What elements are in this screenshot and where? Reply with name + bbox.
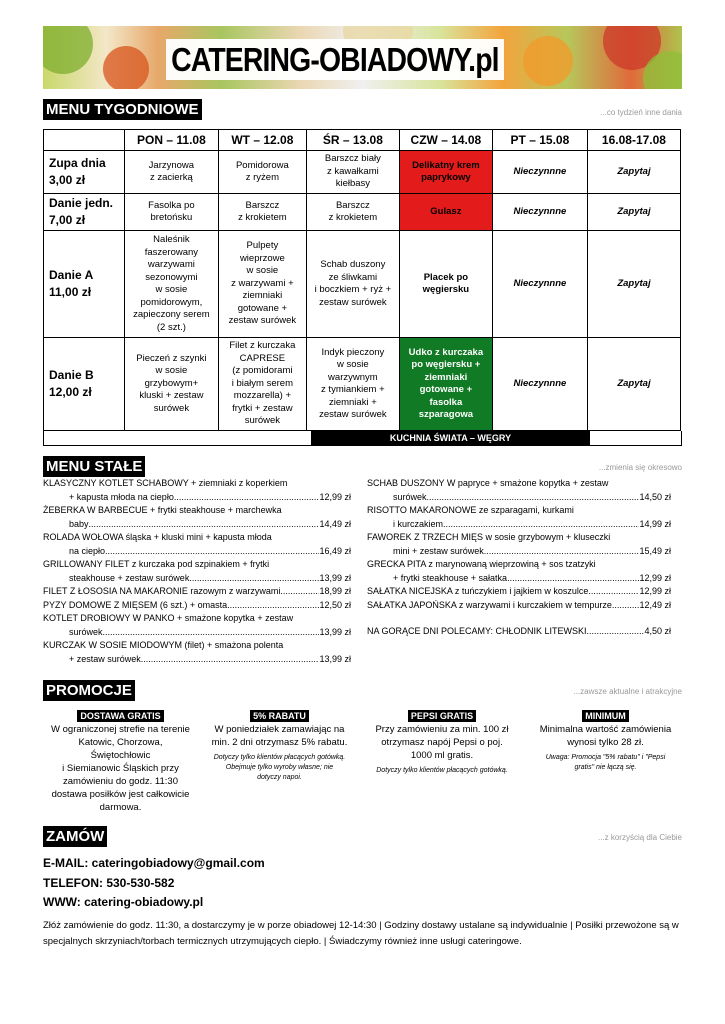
menu-item [43, 477, 351, 504]
menu-item [43, 612, 351, 639]
menu-cell-highlight: Delikatny krem paprykowy [399, 151, 492, 194]
menu-item-name: GRECKA PITA z marynowaną wieprzowiną + sos tzatzyki [367, 559, 596, 569]
dot-leader [280, 585, 319, 599]
row-label-name: Danie jedn. [49, 196, 114, 210]
table-row [44, 194, 681, 231]
menu-item-price: 12,99 zł [319, 491, 351, 502]
dot-leader [105, 545, 319, 559]
table-row [44, 151, 681, 194]
menu-item-text: baby [69, 518, 89, 529]
menu-cell: Pieczeń z szynki w sosie grzybowym+ kluski + zestaw surówek [124, 338, 218, 431]
menu-item-line [367, 545, 671, 559]
table-corner-cell [44, 130, 125, 151]
menu-item-line [367, 518, 671, 532]
menu-item-price: 18,99 zł [319, 586, 351, 596]
menu-item-text: surówek [393, 491, 427, 502]
fixed-menu-left-column [43, 477, 351, 666]
menu-cell: Pomidorowa z ryżem [218, 151, 306, 194]
day-header: ŚR – 13.08 [306, 130, 399, 151]
menu-cell-ask: Zapytaj [587, 231, 680, 338]
day-header: WT – 12.08 [218, 130, 306, 151]
menu-item [367, 599, 671, 613]
menu-item-name: KURCZAK W SOSIE MIODOWYM (filet) + smażona polenta [43, 640, 284, 650]
menu-item-price: 14,50 zł [639, 491, 671, 502]
menu-item-text: surówek [69, 626, 103, 637]
dot-leader [89, 518, 320, 532]
menu-item-price: 12,99 zł [639, 572, 671, 583]
menu-item-price: 14,49 zł [319, 518, 351, 529]
menu-item [43, 639, 351, 666]
fixed-menu-note: ...zmienia się okresowo [598, 463, 682, 472]
promo-text: W poniedziałek zamawiając na min. 2 dni otrzymasz 5% rabatu. [211, 724, 348, 748]
menu-item-text: SAŁATKA NICEJSKA z tuńczykiem i jajkiem w koszulce [367, 586, 589, 596]
orange-slice-image [523, 36, 573, 86]
menu-item-line [43, 585, 351, 599]
menu-item-name: FAWOREK Z TRZECH MIĘS w sosie grzybowym + kluseczki [367, 532, 611, 542]
menu-cell: Jarzynowa z zacierką [124, 151, 218, 194]
menu-item [43, 531, 351, 558]
order-info-text: Złóż zamówienie do godz. 11:30, a dostarczymy je w porze obiadowej 12-14:30 | Godziny dostawy ustalane są indywidualnie | Posiłki przewożone są w specjalnych skrzyniach/torbach termicznych utrzymujących ciepło. | Świadczymy również inne usługi cateringowe. [43, 920, 679, 947]
promotions-note: ...zawsze aktualne i atrakcyjne [573, 687, 682, 696]
menu-item-line [43, 545, 351, 559]
menu-item-name: SCHAB DUSZONY W papryce + smażone kopytka + zestaw [367, 478, 609, 488]
row-label [44, 338, 125, 431]
menu-cell: Schab duszony ze śliwkami i boczkiem + ryż + zestaw surówek [306, 231, 399, 338]
menu-item-text: steakhouse + zestaw surówek [69, 572, 190, 583]
menu-item-price: 13,99 zł [319, 653, 351, 664]
menu-item [367, 558, 671, 585]
menu-item-line [367, 491, 671, 505]
row-label-price: 3,00 zł [49, 173, 86, 187]
cuisine-of-the-week-bar: KUCHNIA ŚWIATA – WĘGRY [311, 431, 590, 446]
fixed-menu-right-column [367, 477, 671, 639]
promo-note: Dotyczy tylko klientów płacących gotówką. Obejmuje tylko wyroby własne; nie dotyczy napoi. [213, 754, 346, 781]
menu-item-line [367, 625, 671, 639]
dot-leader [612, 599, 640, 613]
menu-cell: Barszcz biały z kawałkami kiełbasy [306, 151, 399, 194]
menu-cell-closed: Nieczynnne [492, 151, 587, 194]
dot-leader [443, 518, 639, 532]
menu-item-line [43, 518, 351, 532]
promo-text: W ograniczonej strefie na terenie Katowic, Chorzowa, Świętochłowic i Siemianowic Śląskich przy zamówieniu do godz. 11:30 dostawa posiłków jest całkowicie darmowa. [51, 724, 190, 813]
menu-item-line [367, 599, 671, 613]
promo-title: MINIMUM [582, 710, 629, 722]
menu-cell-closed: Nieczynnne [492, 194, 587, 231]
promo-pepsi [362, 710, 522, 776]
menu-item-name: KLASYCZNY KOTLET SCHABOWY + ziemniaki z koperkiem [43, 478, 288, 488]
row-label-price: 12,00 zł [49, 385, 92, 399]
menu-item [43, 585, 351, 599]
menu-item-price: 12,50 zł [319, 599, 351, 610]
menu-cell-highlight: Gulasz [399, 194, 492, 231]
order-note: ...z korzyścią dla Ciebie [597, 833, 682, 842]
dot-leader [103, 626, 320, 640]
menu-item-price: 14,99 zł [639, 518, 671, 529]
row-label [44, 194, 125, 231]
menu-item [367, 477, 671, 504]
menu-item-price: 13,99 zł [319, 572, 351, 583]
promo-text: Minimalna wartość zamówienia wynosi tylko 28 zł. [539, 724, 672, 748]
dot-leader [484, 545, 640, 559]
menu-cell-ask: Zapytaj [587, 194, 680, 231]
menu-item [367, 625, 671, 639]
promo-title: DOSTAWA GRATIS [77, 710, 163, 722]
promotions-heading: PROMOCJE [43, 680, 135, 701]
dot-leader [507, 572, 639, 586]
menu-item-name: ŻEBERKA W BARBECUE + frytki steakhouse + marchewka [43, 505, 282, 515]
menu-item-line [367, 572, 671, 586]
menu-cell: Barszcz z krokietem [306, 194, 399, 231]
menu-item-text: SAŁATKA JAPOŃSKA z warzywami i kurczakiem w tempurze [367, 599, 612, 610]
menu-item-name: ROLADA WOŁOWA śląska + kluski mini + kapusta młoda [43, 532, 272, 542]
menu-item-price: 16,49 zł [319, 545, 351, 556]
promo-discount [202, 710, 357, 783]
orange-image [103, 46, 149, 89]
menu-item [43, 504, 351, 531]
menu-item-line [367, 585, 671, 599]
menu-cell: Naleśnik faszerowany warzywami sezonowymi w sosie pomidorowym, zapieczony serem (2 szt.) [124, 231, 218, 338]
dot-leader [587, 625, 645, 639]
menu-item-price: 13,99 zł [319, 626, 351, 637]
menu-cell: Placek po węgiersku [399, 231, 492, 338]
header-banner [43, 26, 682, 89]
row-label [44, 231, 125, 338]
day-header: PON – 11.08 [124, 130, 218, 151]
menu-cell: Indyk pieczony w sosie warzywnym z tymiankiem + ziemniaki + zestaw surówek [306, 338, 399, 431]
menu-item [367, 504, 671, 531]
menu-item-price: 12,99 zł [639, 586, 671, 596]
fixed-menu-heading: MENU STAŁE [43, 456, 145, 477]
menu-item [43, 599, 351, 613]
day-header: 16.08-17.08 [587, 130, 680, 151]
promo-note: Uwaga: Promocja "5% rabatu" i "Pepsi gratis" nie łączą się. [545, 754, 666, 771]
table-row [44, 338, 681, 431]
menu-item-name: KOTLET DROBIOWY W PANKO + smażone kopytka + zestaw [43, 613, 294, 623]
menu-cell: Filet z kurczaka CAPRESE (z pomidorami i białym serem mozzarella) + frytki + zestaw surówek [218, 338, 306, 431]
menu-cell: Fasolka po bretońsku [124, 194, 218, 231]
menu-item-price: 15,49 zł [639, 545, 671, 556]
row-label-name: Zupa dnia [49, 156, 106, 170]
menu-item-text: + kapusta młoda na ciepło [69, 491, 174, 502]
menu-item-name: GRILLOWANY FILET z kurczaka pod szpinakiem + frytki [43, 559, 270, 569]
weekly-menu-heading: MENU TYGODNIOWE [43, 99, 202, 120]
menu-item-line [43, 572, 351, 586]
menu-item-name: RISOTTO MAKARONOWE ze szparagami, kurkami [367, 505, 574, 515]
menu-item [367, 585, 671, 599]
menu-cell-closed: Nieczynnne [492, 231, 587, 338]
row-label-price: 11,00 zł [49, 285, 92, 299]
menu-cell-highlight: Udko z kurczaka po węgiersku + ziemniaki gotowane + fasolka szparagowa [399, 338, 492, 431]
contact-website-link[interactable]: WWW: catering-obiadowy.pl [43, 895, 204, 909]
menu-item-text: + zestaw surówek [69, 653, 141, 664]
menu-item-line [43, 599, 351, 613]
menu-cell-ask: Zapytaj [587, 151, 680, 194]
menu-item-text: NA GORĄCE DNI POLECAMY: CHŁODNIK LITEWSKI [367, 626, 587, 636]
menu-cell-closed: Nieczynnne [492, 338, 587, 431]
menu-item-line [43, 491, 351, 505]
menu-item-price: 12,49 zł [639, 599, 671, 610]
kiwi-image [43, 26, 93, 74]
promo-text: Przy zamówieniu za min. 100 zł otrzymasz napój Pepsi o poj. 1000 ml gratis. [375, 724, 509, 761]
menu-item-text: FILET Z ŁOSOSIA NA MAKARONIE razowym z warzywami [43, 586, 281, 596]
dot-leader [227, 599, 319, 613]
dot-leader [141, 653, 320, 667]
day-header: CZW – 14.08 [399, 130, 492, 151]
table-header-row [44, 130, 681, 151]
row-label-name: Danie A [49, 268, 94, 282]
menu-item-text: na ciepło [69, 545, 106, 556]
menu-item [43, 558, 351, 585]
promo-title: PEPSI GRATIS [408, 710, 476, 722]
contact-phone-link[interactable]: TELEFON: 530-530-582 [43, 876, 175, 890]
promo-minimum [528, 710, 683, 773]
menu-item-price: 4,50 zł [644, 626, 671, 636]
dot-leader [189, 572, 319, 586]
dot-leader [588, 585, 639, 599]
row-label-name: Danie B [49, 368, 94, 382]
order-heading: ZAMÓW [43, 826, 107, 847]
menu-item-text: PYZY DOMOWE Z MIĘSEM (6 szt.) + omasta [43, 599, 228, 610]
promo-free-delivery [43, 710, 198, 814]
row-label [44, 151, 125, 194]
dot-leader [427, 491, 640, 505]
weekly-menu-note: ...co tydzień inne dania [600, 108, 682, 117]
contact-email-link[interactable]: E-MAIL: cateringobiadowy@gmail.com [43, 856, 265, 870]
promo-note: Dotyczy tylko klientów płacących gotówką. [376, 767, 508, 774]
row-label-price: 7,00 zł [49, 213, 86, 227]
weekly-menu-table [43, 129, 681, 431]
site-logo-title: CATERING-OBIADOWY.pl [166, 39, 504, 80]
day-header: PT – 15.08 [492, 130, 587, 151]
menu-item-text: i kurczakiem [393, 518, 444, 529]
menu-item-text: mini + zestaw surówek [393, 545, 484, 556]
menu-cell: Pulpety wieprzowe w sosie z warzywami + ziemniaki gotowane + zestaw surówek [218, 231, 306, 338]
menu-cell-ask: Zapytaj [587, 338, 680, 431]
promo-title: 5% RABATU [250, 710, 309, 722]
menu-cell: Barszcz z krokietem [218, 194, 306, 231]
menu-item [367, 531, 671, 558]
dot-leader [174, 491, 320, 505]
menu-item-line [43, 653, 351, 667]
menu-item-text: + frytki steakhouse + sałatka [393, 572, 508, 583]
table-row [44, 231, 681, 338]
menu-item-line [43, 626, 351, 640]
